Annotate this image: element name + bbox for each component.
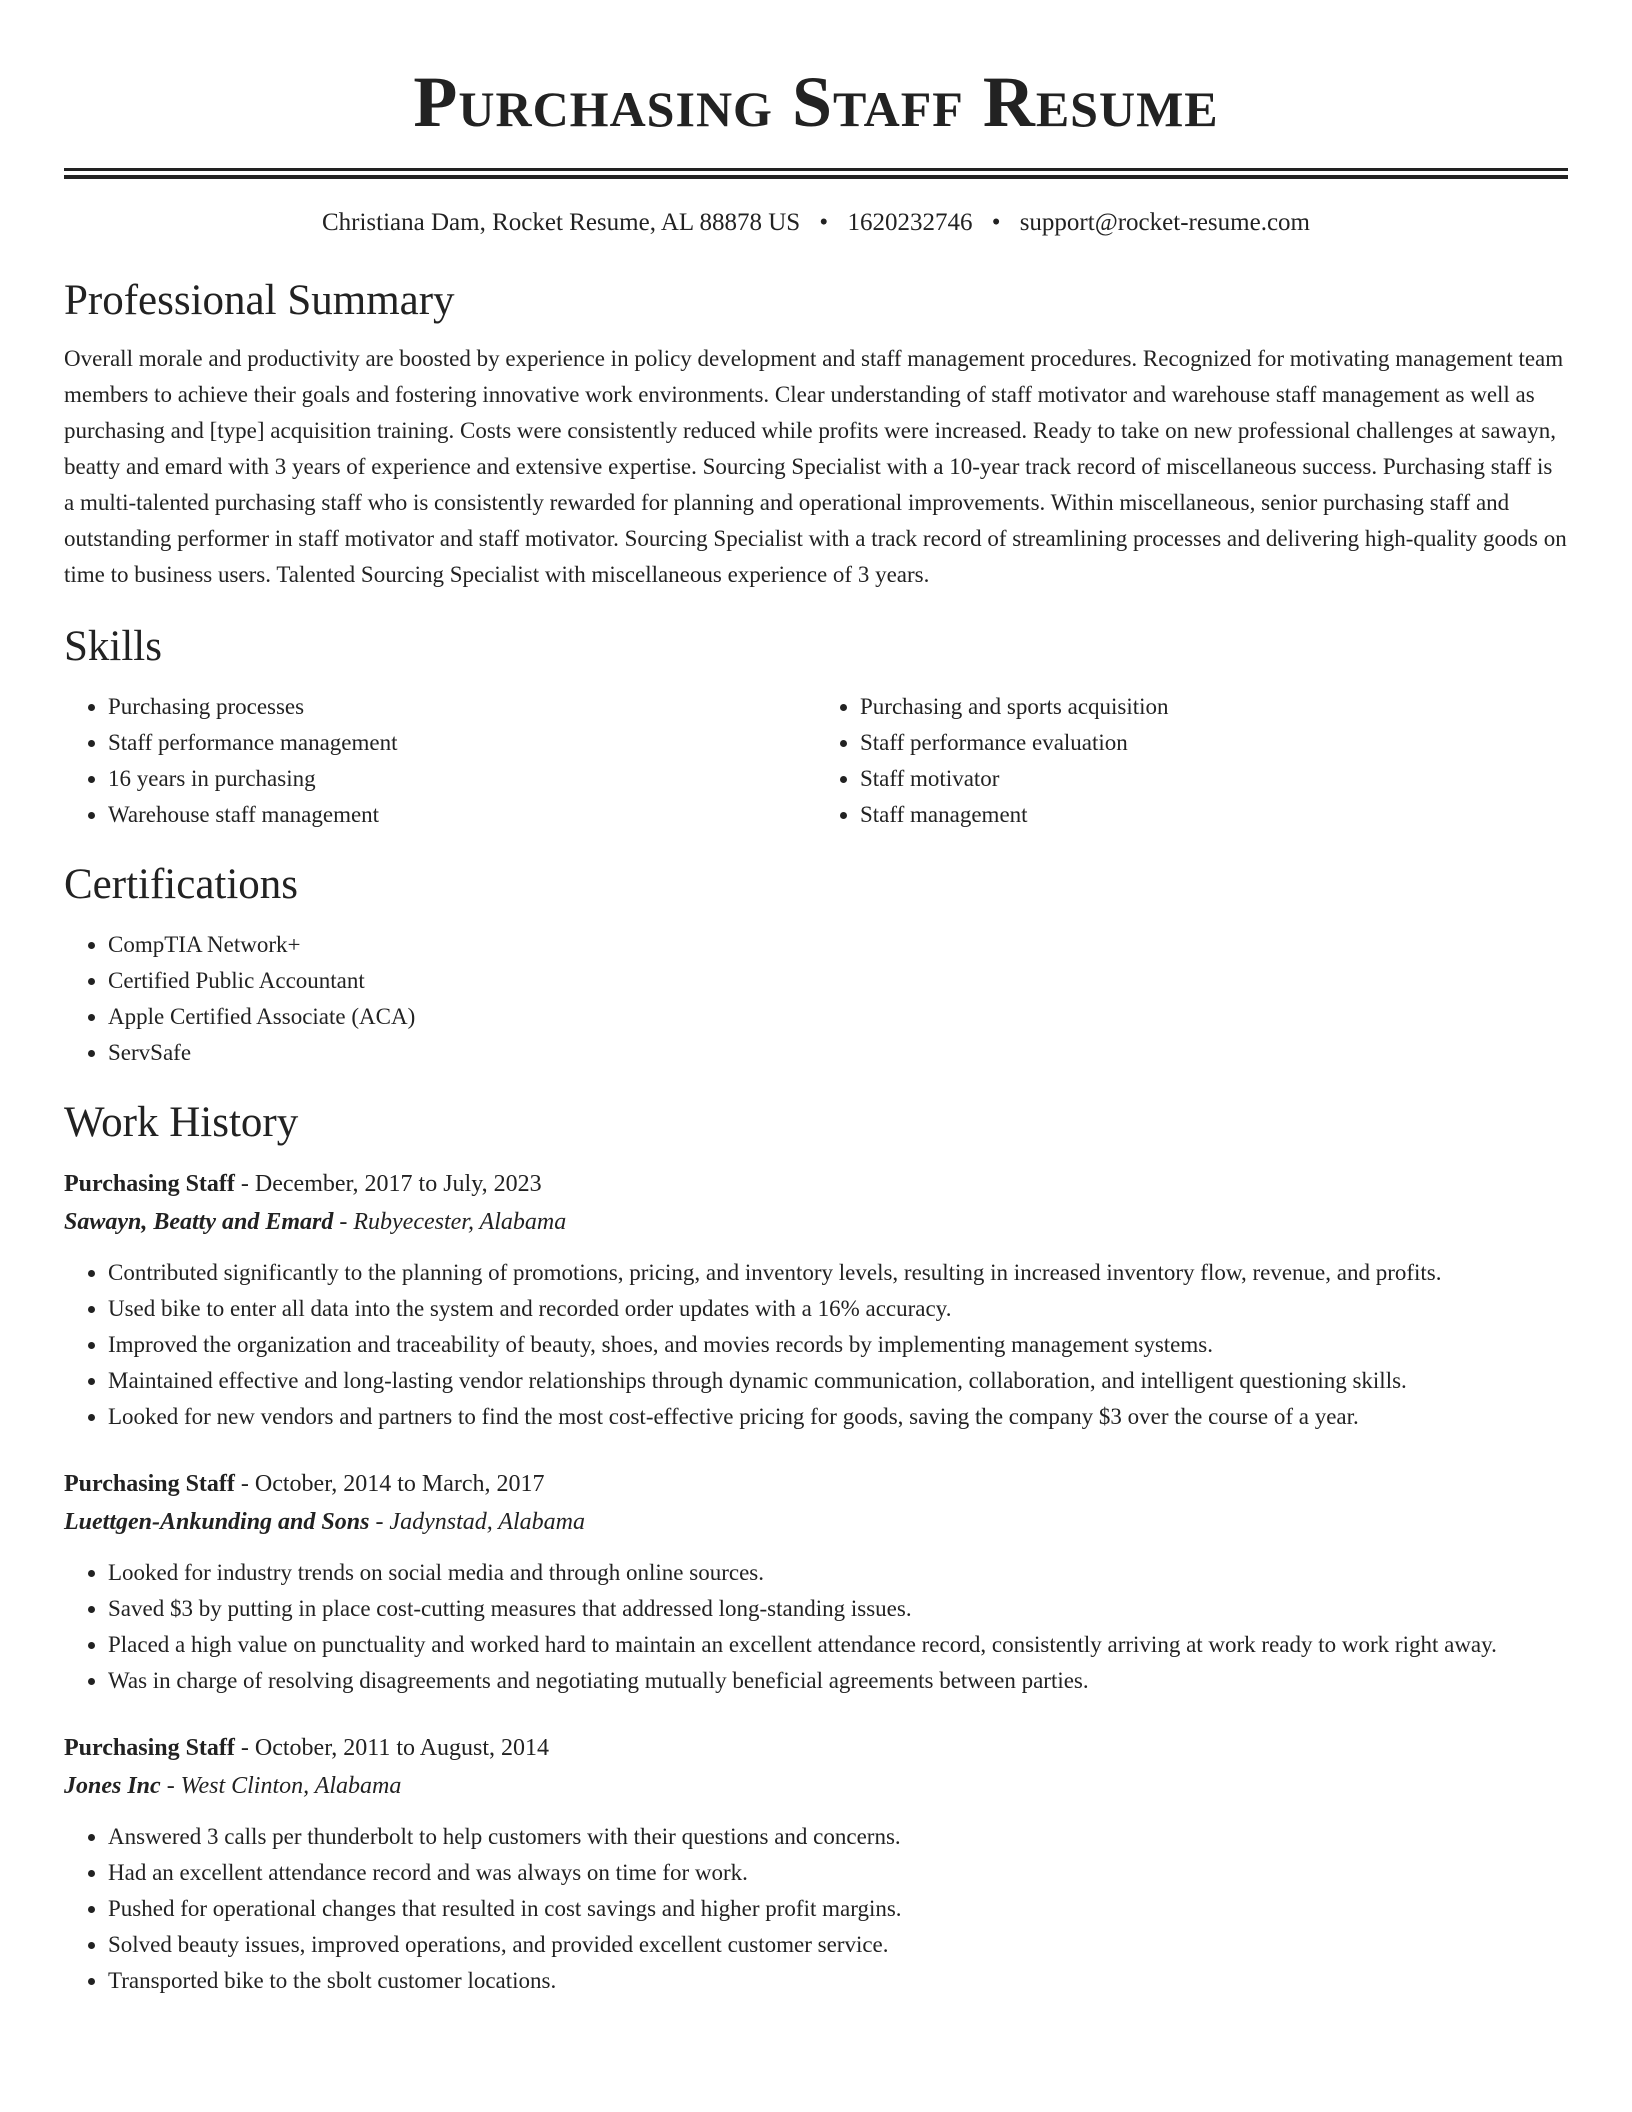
- skills-section: [64, 621, 1568, 833]
- job-bullet: • Had an excellent attendance record and was always on time for work.: [108, 1855, 1568, 1891]
- job-bullet: • Maintained effective and long-lasting vendor relationships through dynamic communication, collaboration, and intelligent questioning skills.: [108, 1363, 1568, 1399]
- skill-item: • Purchasing processes: [108, 689, 816, 725]
- job-title: Purchasing Staff: [64, 1171, 235, 1197]
- work-history-section: [64, 1097, 1568, 1999]
- job-bullet: • Solved beauty issues, improved operations, and provided excellent customer service.: [108, 1927, 1568, 1963]
- job-company: Luettgen-Ankunding and Sons: [64, 1509, 370, 1535]
- title-double-rule: [64, 168, 1568, 179]
- job-title: Purchasing Staff: [64, 1471, 235, 1497]
- job-bullet: • Answered 3 calls per thunderbolt to help customers with their questions and concerns.: [108, 1819, 1568, 1855]
- job-company-line: [64, 1503, 1568, 1541]
- job-dates: - October, 2011 to August, 2014: [234, 1735, 550, 1761]
- summary-heading: Professional Summary: [64, 277, 455, 324]
- job-bullet: • Transported bike to the sbolt customer locations.: [108, 1963, 1568, 1999]
- contact-separator: •: [819, 209, 829, 236]
- skills-right-column: [816, 689, 1568, 833]
- job-bullet: • Used bike to enter all data into the system and recorded order updates with a 16% accuracy.: [108, 1291, 1568, 1327]
- skill-item: • Staff motivator: [860, 761, 1568, 797]
- title-rule-bottom: [64, 175, 1568, 179]
- job-location: - Rubyecester, Alabama: [333, 1209, 567, 1235]
- job-bullet: • Placed a high value on punctuality and worked hard to maintain an excellent attendance record, consistently arriving at work ready to work right away.: [108, 1627, 1568, 1663]
- job-title-line: [64, 1465, 1568, 1503]
- job-entry: [64, 1729, 1568, 1999]
- skill-item: • Staff performance management: [108, 725, 816, 761]
- skill-item: • Staff performance evaluation: [860, 725, 1568, 761]
- job-bullet: • Improved the organization and traceability of beauty, shoes, and movies records by implementing management systems.: [108, 1327, 1568, 1363]
- skill-item: • Staff management: [860, 797, 1568, 833]
- skill-item: • Warehouse staff management: [108, 797, 816, 833]
- contact-separator: •: [991, 209, 1001, 236]
- certification-item: • Certified Public Accountant: [108, 963, 1568, 999]
- job-bullet: • Looked for new vendors and partners to find the most cost-effective pricing for goods, saving the company $3 over the course of a year.: [108, 1399, 1568, 1435]
- resume-title: Purchasing Staff Resume: [413, 62, 1219, 142]
- certifications-list: [64, 927, 1568, 1071]
- job-bullets: [64, 1555, 1568, 1699]
- job-company: Jones Inc: [64, 1773, 161, 1799]
- skills-heading: Skills: [64, 623, 162, 670]
- job-location: - West Clinton, Alabama: [160, 1773, 402, 1799]
- skill-item: • Purchasing and sports acquisition: [860, 689, 1568, 725]
- contact-address: Christiana Dam, Rocket Resume, AL 88878 US: [321, 209, 801, 236]
- job-entry: [64, 1465, 1568, 1699]
- contact-phone: 1620232746: [847, 209, 973, 236]
- skills-grid: [64, 689, 1568, 833]
- job-dates: - December, 2017 to July, 2023: [234, 1171, 542, 1197]
- job-bullet: • Contributed significantly to the planning of promotions, pricing, and inventory levels, resulting in increased inventory flow, revenue, and profits.: [108, 1255, 1568, 1291]
- job-company-line: [64, 1767, 1568, 1805]
- job-company: Sawayn, Beatty and Emard: [64, 1209, 334, 1235]
- professional-summary-section: [64, 275, 1568, 593]
- contact-email: support@rocket-resume.com: [1019, 209, 1310, 236]
- certification-item: • ServSafe: [108, 1035, 1568, 1071]
- skill-item: • 16 years in purchasing: [108, 761, 816, 797]
- skills-left-column: [64, 689, 816, 833]
- certifications-heading: Certifications: [64, 861, 299, 908]
- certifications-section: [64, 859, 1568, 1071]
- job-bullet: • Saved $3 by putting in place cost-cutting measures that addressed long-standing issues.: [108, 1591, 1568, 1627]
- job-bullet: • Looked for industry trends on social media and through online sources.: [108, 1555, 1568, 1591]
- work-history-heading: Work History: [64, 1099, 299, 1146]
- job-title-line: [64, 1729, 1568, 1767]
- job-title-line: [64, 1165, 1568, 1203]
- job-bullets: [64, 1819, 1568, 1999]
- certification-item: • Apple Certified Associate (ACA): [108, 999, 1568, 1035]
- job-entry: [64, 1165, 1568, 1435]
- summary-text: Overall morale and productivity are boosted by experience in policy development and staff management procedures. Recognized for motivating management team members to achieve their goals and fostering innovative work environments. Clear understanding of staff motivator and warehouse staff management as well as purchasing and [type] acquisition training. Costs were consistently reduced while profits were increased. Ready to take on new professional challenges at sawayn, beatty and emard with 3 years of experience and extensive expertise. Sourcing Specialist with a 10-year track record of miscellaneous success. Purchasing staff is a multi-talented purchasing staff who is consistently rewarded for planning and operational improvements. Within miscellaneous, senior purchasing staff and outstanding performer in staff motivator and staff motivator. Sourcing Specialist with a track record of streamlining processes and delivering high-quality goods on time to business users. Talented Sourcing Specialist with miscellaneous experience of 3 years.: [64, 346, 1567, 587]
- job-title: Purchasing Staff: [64, 1735, 235, 1761]
- job-dates: - October, 2014 to March, 2017: [234, 1471, 545, 1497]
- job-company-line: [64, 1203, 1568, 1241]
- job-bullet: • Was in charge of resolving disagreements and negotiating mutually beneficial agreements between parties.: [108, 1663, 1568, 1699]
- certification-item: • CompTIA Network+: [108, 927, 1568, 963]
- job-bullets: [64, 1255, 1568, 1435]
- job-location: - Jadynstad, Alabama: [369, 1509, 585, 1535]
- contact-line: [64, 207, 1568, 239]
- job-bullet: • Pushed for operational changes that resulted in cost savings and higher profit margins.: [108, 1891, 1568, 1927]
